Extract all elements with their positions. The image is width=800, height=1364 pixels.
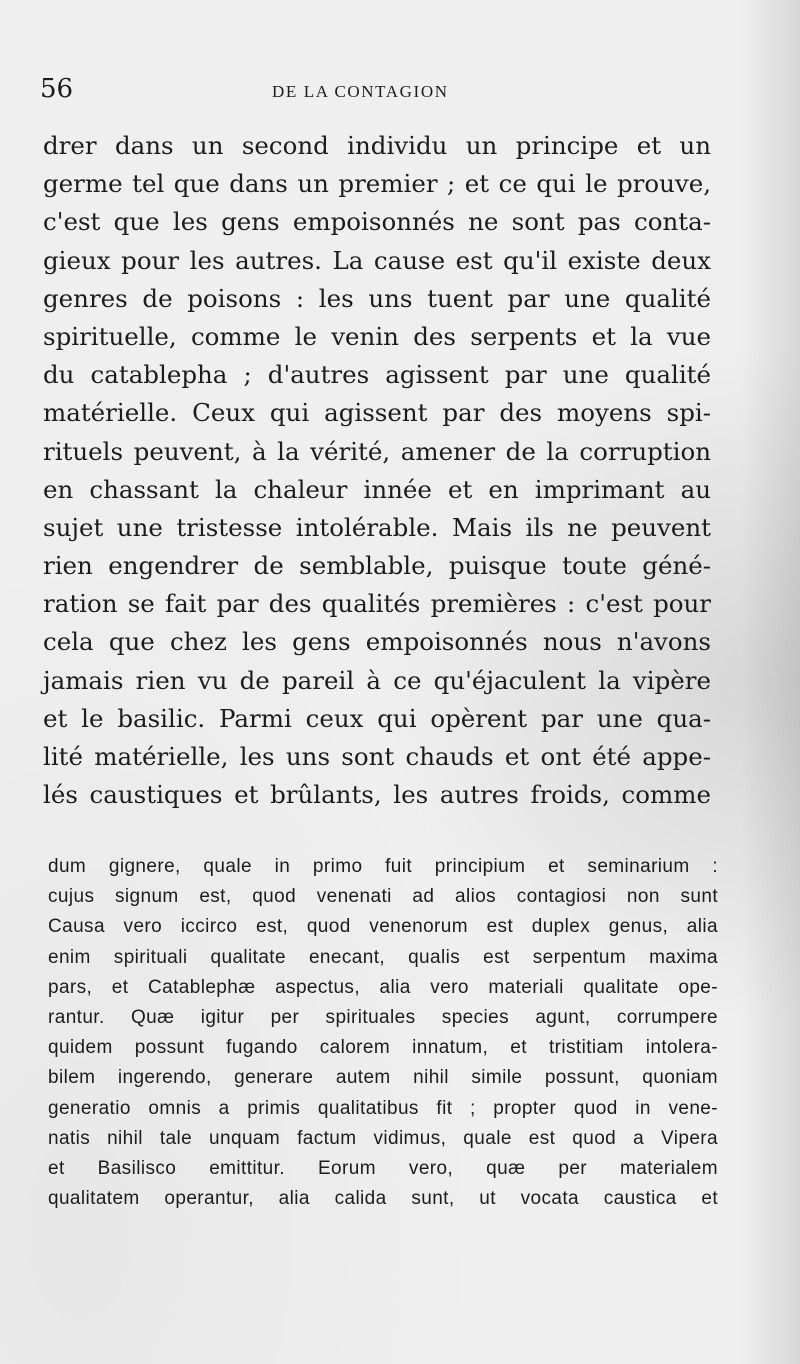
main-text-line: matérielle. Ceux qui agissent par des moyens spi-	[43, 398, 711, 428]
main-text-line: rituels peuvent, à la vérité, amener de la corruption	[43, 436, 711, 466]
footnote-line: enim spirituali qualitate enecant, qualis est serpentum maxima	[48, 946, 718, 968]
latin-footnote-block	[48, 852, 718, 1214]
main-text-line: ration se fait par des qualités premières : c'est pour	[43, 589, 711, 619]
main-text-line: c'est que les gens empoisonnés ne sont pas conta-	[43, 207, 711, 237]
main-text-line: et le basilic. Parmi ceux qui opèrent par une qua-	[43, 703, 711, 733]
main-text-line: spirituelle, comme le venin des serpents et la vue	[43, 321, 711, 351]
main-text-line: du catablepha ; d'autres agissent par une qualité	[43, 360, 711, 390]
main-text-line: en chassant la chaleur innée et en imprimant au	[43, 474, 711, 504]
footnote-line: bilem ingerendo, generare autem nihil simile possunt, quoniam	[48, 1067, 718, 1089]
footnote-line: pars, et Catablephæ aspectus, alia vero materiali qualitate ope-	[48, 976, 718, 998]
main-text-line: lité matérielle, les uns sont chauds et ont été appe-	[43, 742, 711, 771]
main-text-line: cela que chez les gens empoisonnés nous n'avons	[43, 627, 711, 657]
main-text-line: germe tel que dans un premier ; et ce qui le prouve,	[43, 169, 711, 199]
main-text-block	[43, 127, 711, 814]
page-header	[40, 74, 720, 106]
footnote-line: generatio omnis a primis qualitatibus fit ; propter quod in vene-	[48, 1097, 718, 1119]
main-text-line: sujet une tristesse intolérable. Mais ils ne peuvent	[43, 512, 711, 542]
running-title: DE LA CONTAGION	[272, 82, 449, 101]
main-text-line: lés caustiques et brûlants, les autres froids, comme	[43, 780, 711, 810]
main-text-line: jamais rien vu de pareil à ce qu'éjaculent la vipère	[43, 665, 711, 695]
main-text-line: rien engendrer de semblable, puisque toute géné-	[43, 551, 711, 581]
footnote-line: quidem possunt fugando calorem innatum, et tristitiam intolera-	[48, 1037, 718, 1059]
footnote-line: natis nihil tale unquam factum vidimus, quale est quod a Vipera	[48, 1127, 718, 1149]
footnote-line: et Basilisco emittitur. Eorum vero, quæ per materialem	[48, 1157, 718, 1179]
footnote-line: Causa vero iccirco est, quod venenorum est duplex genus, alia	[48, 916, 718, 938]
main-text-line: genres de poisons : les uns tuent par une qualité	[43, 283, 711, 313]
footnote-line: dum gignere, quale in primo fuit principium et seminarium :	[48, 856, 718, 877]
main-text-line: gieux pour les autres. La cause est qu'il existe deux	[43, 245, 711, 275]
footnote-line: qualitatem operantur, alia calida sunt, ut vocata caustica et	[48, 1188, 718, 1210]
footnote-line: rantur. Quæ igitur per spirituales species agunt, corrumpere	[48, 1006, 718, 1028]
main-text-line: drer dans un second individu un principe et un	[43, 131, 711, 160]
footnote-line: cujus signum est, quod venenati ad alios contagiosi non sunt	[48, 886, 718, 908]
page-number: 56	[40, 74, 74, 104]
page-edge-shadow	[740, 0, 800, 1364]
